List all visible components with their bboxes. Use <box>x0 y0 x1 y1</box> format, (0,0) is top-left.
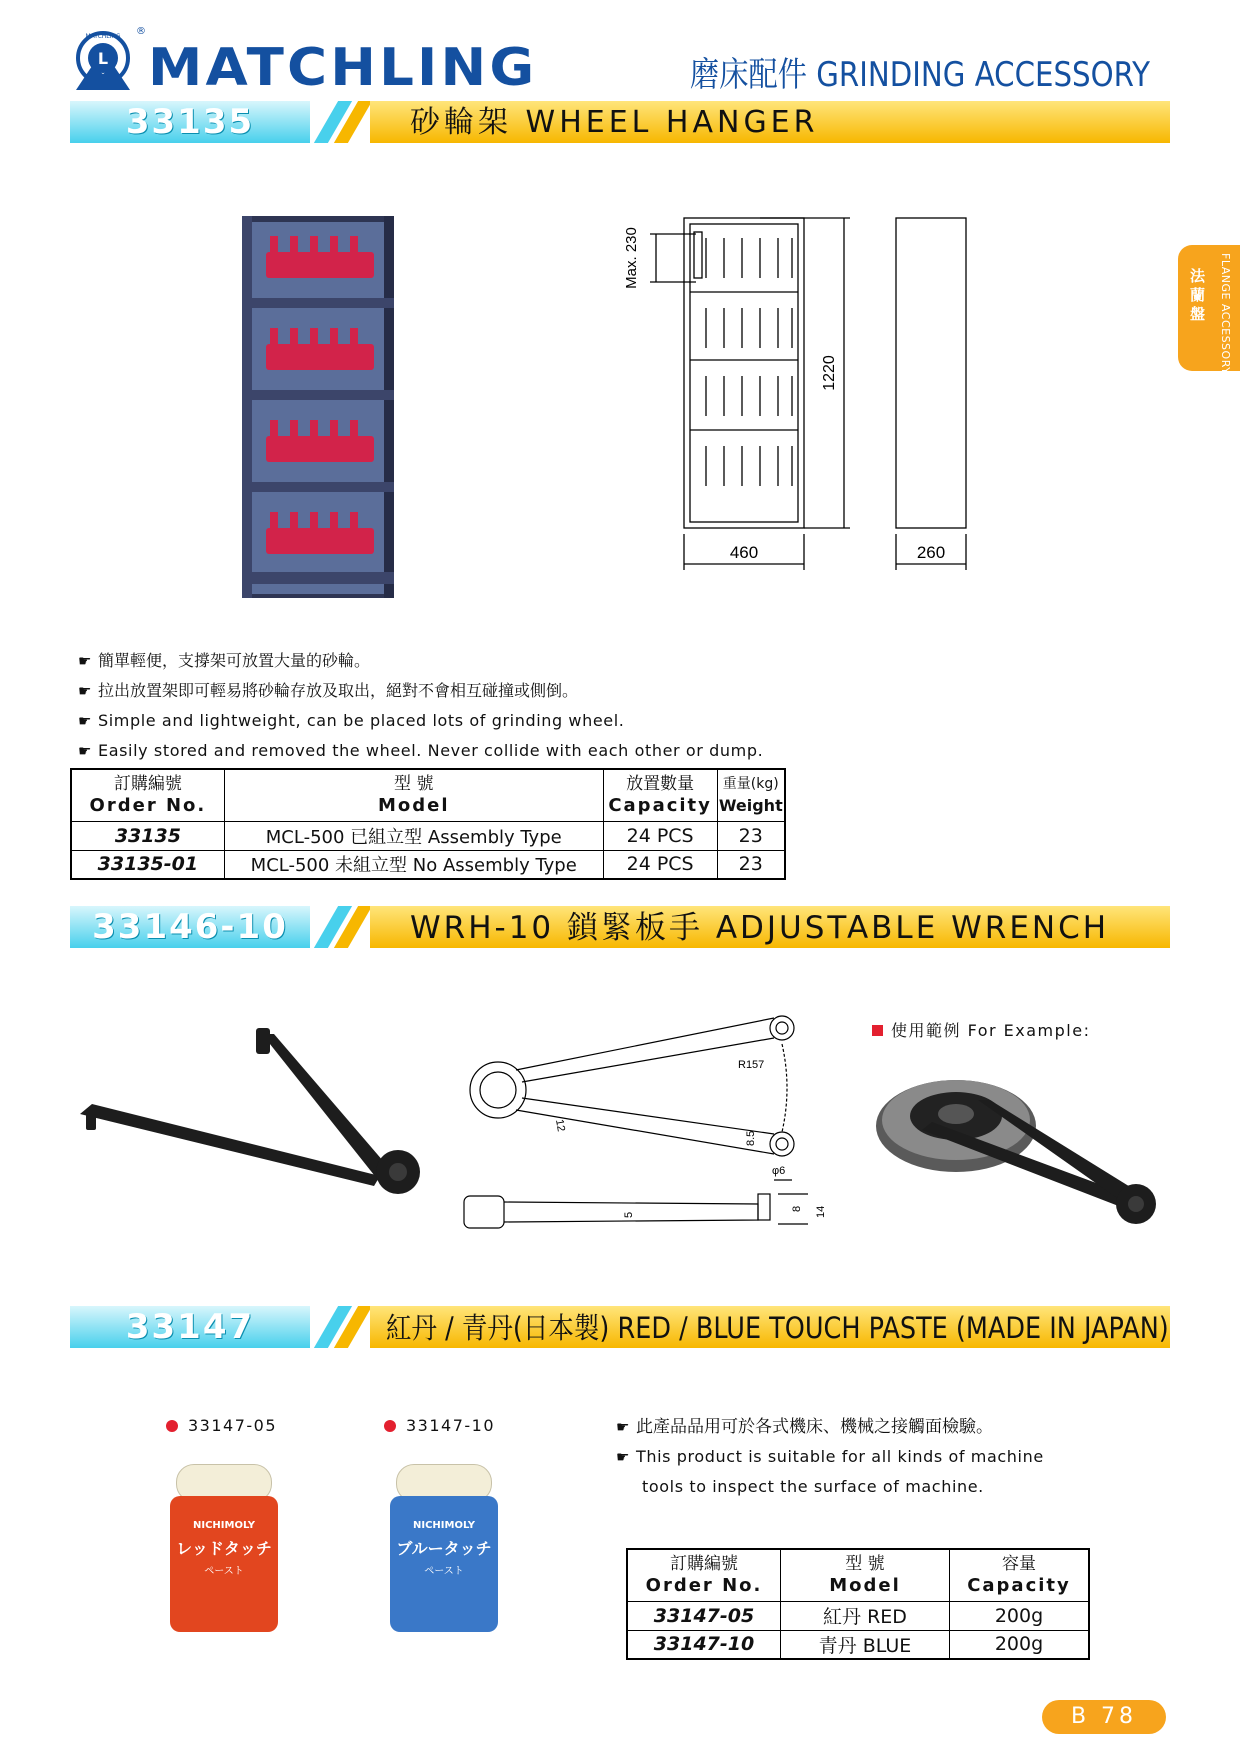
example-photo <box>866 1070 1182 1244</box>
list-item: ☛ Easily stored and removed the wheel. Never collide with each other or dump. <box>78 736 763 766</box>
section-code: 33146-10 <box>92 907 288 947</box>
dim-r157: R157 <box>738 1059 765 1071</box>
wheel-hanger-drawing <box>600 208 980 582</box>
touch-paste-table <box>626 1548 1090 1660</box>
wrench-photo <box>78 1026 438 1200</box>
side-tab-zh: 法蘭盤 <box>1190 267 1206 323</box>
pointer-icon: ☛ <box>78 742 93 760</box>
dim-12: 12 <box>553 1118 567 1133</box>
list-item: ☛ 簡單輕便，支撐架可放置大量的砂輪。 <box>78 646 763 676</box>
table-row: 33135-01 MCL-500 未組立型 No Assembly Type 24 PCS 23 <box>71 850 785 879</box>
list-item: tools to inspect the surface of machine. <box>642 1477 984 1496</box>
matchling-logo <box>72 30 134 92</box>
red-square-icon <box>872 1025 883 1036</box>
brand-name: MATCHLING <box>148 38 538 98</box>
example-label: 使用範例 For Example: <box>872 1018 1090 1041</box>
red-dot-icon <box>384 1420 396 1432</box>
pointer-icon: ☛ <box>78 652 92 670</box>
table-header: 訂購編號 Order No. 型 號 Model 容量 Capacity <box>627 1549 1089 1601</box>
wheel-hanger-table <box>70 768 786 880</box>
dim-depth: 260 <box>916 543 946 562</box>
wrench-drawing <box>458 1008 838 1242</box>
red-dot-icon <box>166 1420 178 1432</box>
page-number: B 78 <box>1042 1700 1166 1734</box>
dim-85: 8.5 <box>745 1130 757 1146</box>
product-code-red: 33147-05 <box>166 1416 277 1435</box>
section-bar-wheel-hanger <box>70 101 1170 143</box>
pointer-icon: ☛ <box>616 1418 630 1436</box>
section-title: 紅丹 / 青丹(日本製) RED / BLUE TOUCH PASTE (MADE IN JAPAN) <box>386 1311 1169 1345</box>
registered-mark: ® <box>136 26 146 37</box>
wheel-hanger-features <box>78 646 763 766</box>
table-header: 訂購編號 Order No. 型 號 Model 放置數量 Capacity 重量(kg) Weight <box>71 769 785 821</box>
section-code: 33135 <box>125 102 255 142</box>
red-paste-jar: NICHIMOLY レッドタッチ ペースト <box>170 1464 278 1634</box>
dim-max: Max. 230 <box>623 227 640 289</box>
wheel-hanger-photo <box>236 212 396 606</box>
side-tab[interactable] <box>1178 245 1240 375</box>
side-tab-en: FLANGE ACCESSORY <box>1219 253 1232 375</box>
dim-14: 14 <box>815 1205 827 1218</box>
list-item: ☛ 此產品品用可於各式機床、機械之接觸面檢驗。 <box>616 1412 1044 1442</box>
page-category: 磨床配件 GRINDING ACCESSORY <box>690 55 1150 95</box>
section-bar-adjustable-wrench <box>70 906 1170 948</box>
touch-paste-features <box>616 1412 1044 1502</box>
logo-ring-text: MATCHLING <box>85 33 121 40</box>
section-code: 33147 <box>125 1307 255 1347</box>
dim-8: 8 <box>791 1205 803 1212</box>
pointer-icon: ☛ <box>78 682 92 700</box>
table-row: 33147-10 青丹 BLUE 200g <box>627 1630 1089 1659</box>
pointer-icon: ☛ <box>78 712 93 730</box>
section-title: WRH-10 鎖緊板手 ADJUSTABLE WRENCH <box>410 910 1110 946</box>
blue-paste-jar: NICHIMOLY ブルータッチ ペースト <box>390 1464 498 1634</box>
section-bar-touch-paste <box>70 1306 1170 1348</box>
list-item: ☛ This product is suitable for all kinds of machine <box>616 1442 1044 1472</box>
dim-5: 5 <box>623 1211 635 1218</box>
dim-phi6: φ6 <box>772 1165 786 1177</box>
list-item: ☛ 拉出放置架即可輕易將砂輪存放及取出，絕對不會相互碰撞或側倒。 <box>78 676 763 706</box>
dim-height: 1220 <box>821 355 838 391</box>
list-item: ☛ Simple and lightweight, can be placed lots of grinding wheel. <box>78 706 763 736</box>
table-row: 33135 MCL-500 已組立型 Assembly Type 24 PCS 23 <box>71 821 785 850</box>
section-title: 砂輪架 WHEEL HANGER <box>410 105 819 140</box>
pointer-icon: ☛ <box>616 1448 631 1466</box>
product-code-blue: 33147-10 <box>384 1416 495 1435</box>
svg-text:L: L <box>97 49 109 68</box>
dim-width: 460 <box>729 543 759 562</box>
table-row: 33147-05 紅丹 RED 200g <box>627 1601 1089 1630</box>
